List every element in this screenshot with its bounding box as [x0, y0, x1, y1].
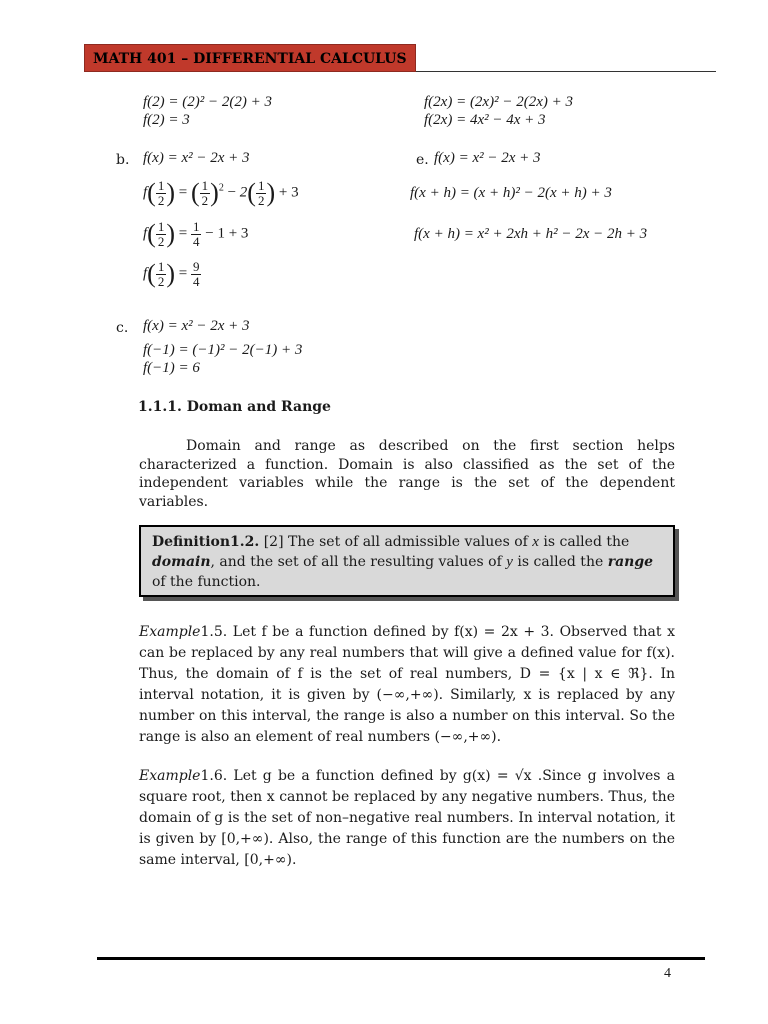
example-1-5-paragraph — [139, 622, 675, 748]
definition-text-4: is called the — [517, 554, 604, 570]
part-b-label: b. — [116, 152, 130, 168]
eq-b-line2: f( $\frac{1}{2}$ ) = ( $\frac{1}{2}$ )$^2$ − 2( $\frac{1}{2}$ ) + 3 — [143, 177, 299, 208]
frac-num: 1 — [192, 218, 200, 234]
example-label: Example — [139, 768, 201, 784]
frac-den: 2 — [201, 192, 209, 208]
frac-num: 1 — [157, 218, 165, 234]
frac-den: 2 — [157, 233, 165, 249]
footer-rule — [97, 957, 705, 960]
part-c-label: c. — [116, 320, 129, 336]
eq-a-line1: f(2) = (2)² − 2(2) + 3 — [143, 94, 273, 110]
eq-b-line3: f( $\frac{1}{2}$ ) = $\frac{1}{4}$ − 1 + 3 — [143, 218, 249, 249]
section-intro-paragraph: Domain and range as described on the first section helps characterized a function. Domain is also classified as the set of the independent variables while the range is the set of the dependent variables. — [139, 438, 675, 510]
definition-box — [139, 525, 675, 597]
course-header: MATH 401 – DIFFERENTIAL CALCULUS — [84, 44, 416, 72]
frac-num: 1 — [157, 177, 165, 193]
frac-num: 1 — [201, 177, 209, 193]
definition-var-y: y — [506, 554, 513, 570]
eq-a-line2: f(2) = 3 — [143, 112, 190, 128]
frac-num: 9 — [192, 258, 200, 274]
example-1-5-text: Let f be a function defined by f(x) = 2x + 3. Observed that x can be replaced by any real numbers that will give a defined value for f(x). Thus, the domain of f is the set of real numbers, D = {x | x ∈ ℜ}. In interval notation, it is given by (−∞,+∞). Similarly, x is replaced by any number on this interval, the range is also a number on this interval. So the range is also an element of real numbers (−∞,+∞). — [139, 624, 675, 745]
eq-b-line1: f(x) = x² − 2x + 3 — [143, 150, 250, 166]
example-label: Example — [139, 624, 201, 640]
frac-num: 1 — [257, 177, 265, 193]
definition-text-3: , and the set of all the resulting values of — [210, 554, 502, 570]
section-title: 1.1.1. Doman and Range — [138, 399, 331, 415]
eq-c-line3: f(−1) = 6 — [143, 360, 200, 376]
example-number: 1.6. — [200, 768, 228, 784]
frac-den: 4 — [192, 273, 200, 289]
eq-c-line1: f(x) = x² − 2x + 3 — [143, 318, 250, 334]
frac-den: 4 — [192, 233, 200, 249]
definition-term-domain: domain — [152, 554, 211, 570]
example-1-6-text: Let g be a function defined by g(x) = √x .Since g involves a square root, then x cannot be replaced by any negative numbers. Thus, the domain of g is the set of non–negative real numbers. In interval notation, it is given by [0,+∞). Also, the range of this function are the numbers on the same interval, [0,+∞). — [139, 768, 675, 868]
example-1-6-paragraph — [139, 766, 675, 871]
definition-var-x: x — [532, 534, 539, 550]
definition-text-2: is called the — [543, 534, 630, 550]
frac-den: 2 — [157, 273, 165, 289]
eq-b-line4: f( $\frac{1}{2}$ ) = $\frac{9}{4}$ — [143, 258, 200, 289]
definition-text-1: The set of all admissible values of — [288, 534, 528, 550]
definition-term-range: range — [607, 554, 654, 570]
definition-text-5: of the function. — [152, 574, 261, 590]
eq-d-line2: f(2x) = 4x² − 4x + 3 — [424, 112, 546, 128]
page-number: 4 — [664, 966, 671, 981]
eq-e-line2: f(x + h) = (x + h)² − 2(x + h) + 3 — [410, 185, 612, 201]
definition-ref: [2] — [263, 534, 284, 550]
definition-label: Definition1.2. — [152, 534, 260, 550]
header-rule — [416, 71, 716, 72]
eq-e-line3: f(x + h) = x² + 2xh + h² − 2x − 2h + 3 — [414, 226, 648, 242]
part-e-label: e. — [416, 152, 429, 168]
eq-c-line2: f(−1) = (−1)² − 2(−1) + 3 — [143, 342, 303, 358]
frac-den: 2 — [257, 192, 265, 208]
example-number: 1.5. — [200, 624, 228, 640]
frac-den: 2 — [157, 192, 165, 208]
eq-d-line1: f(2x) = (2x)² − 2(2x) + 3 — [424, 94, 573, 110]
eq-e-line1: f(x) = x² − 2x + 3 — [434, 150, 541, 166]
frac-num: 1 — [157, 258, 165, 274]
